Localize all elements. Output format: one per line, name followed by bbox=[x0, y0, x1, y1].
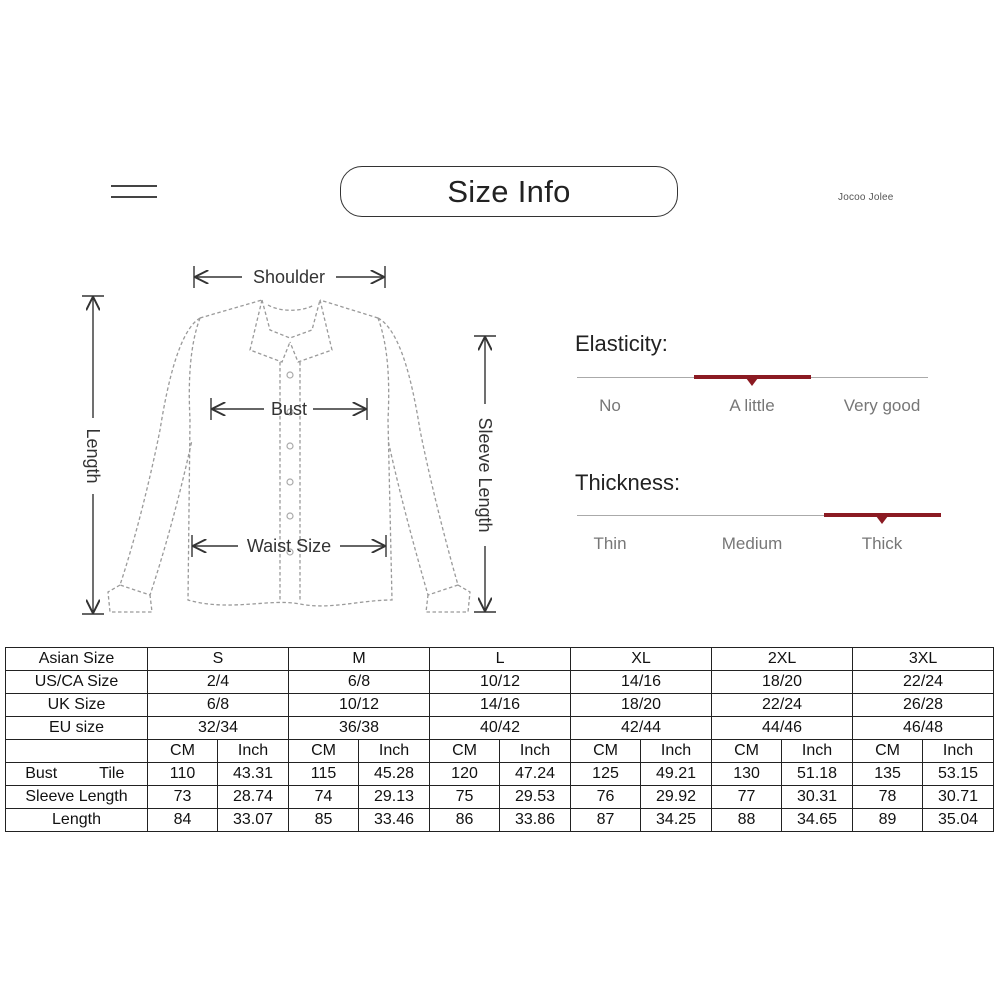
length-label: Length bbox=[83, 428, 103, 484]
page-title: Size Info bbox=[340, 166, 678, 217]
table-row bbox=[6, 786, 994, 809]
hamburger-icon[interactable] bbox=[111, 185, 157, 199]
table-cell: 110 bbox=[148, 763, 218, 786]
row-label-asian-size: Asian Size bbox=[6, 648, 148, 671]
table-cell: 14/16 bbox=[430, 694, 571, 717]
size-cell: 2XL bbox=[712, 648, 853, 671]
unit-cm: CM bbox=[430, 740, 500, 763]
row-label-sleeve-length: Sleeve Length bbox=[6, 786, 148, 809]
elasticity-title: Elasticity: bbox=[575, 331, 668, 356]
table-cell: 53.15 bbox=[923, 763, 994, 786]
table-cell: 33.86 bbox=[500, 809, 571, 832]
table-cell: 120 bbox=[430, 763, 500, 786]
elasticity-option-a-little: A little bbox=[729, 396, 775, 415]
table-cell: 29.53 bbox=[500, 786, 571, 809]
table-cell: 36/38 bbox=[289, 717, 430, 740]
table-cell: 18/20 bbox=[571, 694, 712, 717]
table-cell: 86 bbox=[430, 809, 500, 832]
table-cell: 6/8 bbox=[148, 694, 289, 717]
row-label-us-size: US/CA Size bbox=[6, 671, 148, 694]
shirt-illustration bbox=[70, 255, 510, 625]
table-cell: 29.13 bbox=[359, 786, 430, 809]
table-cell: 30.71 bbox=[923, 786, 994, 809]
waist-label: Waist Size bbox=[246, 536, 332, 556]
size-cell: S bbox=[148, 648, 289, 671]
unit-inch: Inch bbox=[923, 740, 994, 763]
table-cell: 73 bbox=[148, 786, 218, 809]
size-cell: 3XL bbox=[853, 648, 994, 671]
table-row bbox=[6, 717, 994, 740]
table-cell: 2/4 bbox=[148, 671, 289, 694]
row-label-uk-size: UK Size bbox=[6, 694, 148, 717]
table-cell: 34.25 bbox=[641, 809, 712, 832]
table-cell: 88 bbox=[712, 809, 782, 832]
unit-cm: CM bbox=[571, 740, 641, 763]
table-row bbox=[6, 763, 994, 786]
table-cell: 29.92 bbox=[641, 786, 712, 809]
table-cell: 89 bbox=[853, 809, 923, 832]
table-cell: 84 bbox=[148, 809, 218, 832]
table-row bbox=[6, 671, 994, 694]
table-cell: 18/20 bbox=[712, 671, 853, 694]
table-cell: 32/34 bbox=[148, 717, 289, 740]
table-cell: 10/12 bbox=[430, 671, 571, 694]
table-row bbox=[6, 648, 994, 671]
table-cell: 78 bbox=[853, 786, 923, 809]
table-cell: 10/12 bbox=[289, 694, 430, 717]
elasticity-option-very-good: Very good bbox=[843, 396, 921, 415]
table-cell: 43.31 bbox=[218, 763, 289, 786]
unit-inch: Inch bbox=[218, 740, 289, 763]
table-cell: 74 bbox=[289, 786, 359, 809]
table-cell: 45.28 bbox=[359, 763, 430, 786]
table-cell: 87 bbox=[571, 809, 641, 832]
table-cell: 51.18 bbox=[782, 763, 853, 786]
table-cell: 76 bbox=[571, 786, 641, 809]
thickness-marker-icon bbox=[876, 516, 888, 524]
unit-inch: Inch bbox=[500, 740, 571, 763]
brand-name: Jocoo Jolee bbox=[838, 192, 894, 203]
table-cell: 49.21 bbox=[641, 763, 712, 786]
table-cell: 40/42 bbox=[430, 717, 571, 740]
unit-cm: CM bbox=[148, 740, 218, 763]
shirt-diagram bbox=[70, 255, 510, 625]
table-cell: 30.31 bbox=[782, 786, 853, 809]
table-cell: 77 bbox=[712, 786, 782, 809]
table-cell: 85 bbox=[289, 809, 359, 832]
thickness-option-thin: Thin bbox=[593, 534, 627, 553]
table-cell: 22/24 bbox=[712, 694, 853, 717]
table-cell: 35.04 bbox=[923, 809, 994, 832]
size-chart-table bbox=[5, 647, 994, 832]
row-label-bust bbox=[6, 763, 148, 786]
table-row-units bbox=[6, 740, 994, 763]
table-cell: 46/48 bbox=[853, 717, 994, 740]
unit-inch: Inch bbox=[641, 740, 712, 763]
thickness-option-medium: Medium bbox=[721, 534, 783, 553]
elasticity-marker-icon bbox=[746, 378, 758, 386]
table-row bbox=[6, 694, 994, 717]
table-row bbox=[6, 809, 994, 832]
unit-cm: CM bbox=[853, 740, 923, 763]
table-cell: 33.46 bbox=[359, 809, 430, 832]
table-cell: 135 bbox=[853, 763, 923, 786]
sleeve-length-label: Sleeve Length bbox=[475, 417, 495, 533]
unit-inch: Inch bbox=[782, 740, 853, 763]
table-cell: 14/16 bbox=[571, 671, 712, 694]
table-cell: 75 bbox=[430, 786, 500, 809]
size-cell: M bbox=[289, 648, 430, 671]
unit-cm: CM bbox=[289, 740, 359, 763]
empty-cell bbox=[6, 740, 148, 763]
table-cell: 44/46 bbox=[712, 717, 853, 740]
bust-sub-label-cell: Tile bbox=[99, 765, 125, 782]
size-cell: L bbox=[430, 648, 571, 671]
row-label-length: Length bbox=[6, 809, 148, 832]
table-cell: 130 bbox=[712, 763, 782, 786]
table-cell: 26/28 bbox=[853, 694, 994, 717]
bust-label-cell: Bust bbox=[25, 765, 58, 782]
size-cell: XL bbox=[571, 648, 712, 671]
table-cell: 22/24 bbox=[853, 671, 994, 694]
table-cell: 34.65 bbox=[782, 809, 853, 832]
thickness-title: Thickness: bbox=[575, 470, 681, 495]
table-cell: 115 bbox=[289, 763, 359, 786]
row-label-eu-size: EU size bbox=[6, 717, 148, 740]
table-cell: 33.07 bbox=[218, 809, 289, 832]
shoulder-label: Shoulder bbox=[252, 267, 326, 287]
table-cell: 6/8 bbox=[289, 671, 430, 694]
unit-inch: Inch bbox=[359, 740, 430, 763]
table-cell: 42/44 bbox=[571, 717, 712, 740]
bust-label: Bust bbox=[270, 399, 308, 419]
table-cell: 125 bbox=[571, 763, 641, 786]
table-cell: 28.74 bbox=[218, 786, 289, 809]
table-cell: 47.24 bbox=[500, 763, 571, 786]
unit-cm: CM bbox=[712, 740, 782, 763]
elasticity-option-no: No bbox=[599, 396, 621, 415]
thickness-option-thick: Thick bbox=[861, 534, 903, 553]
